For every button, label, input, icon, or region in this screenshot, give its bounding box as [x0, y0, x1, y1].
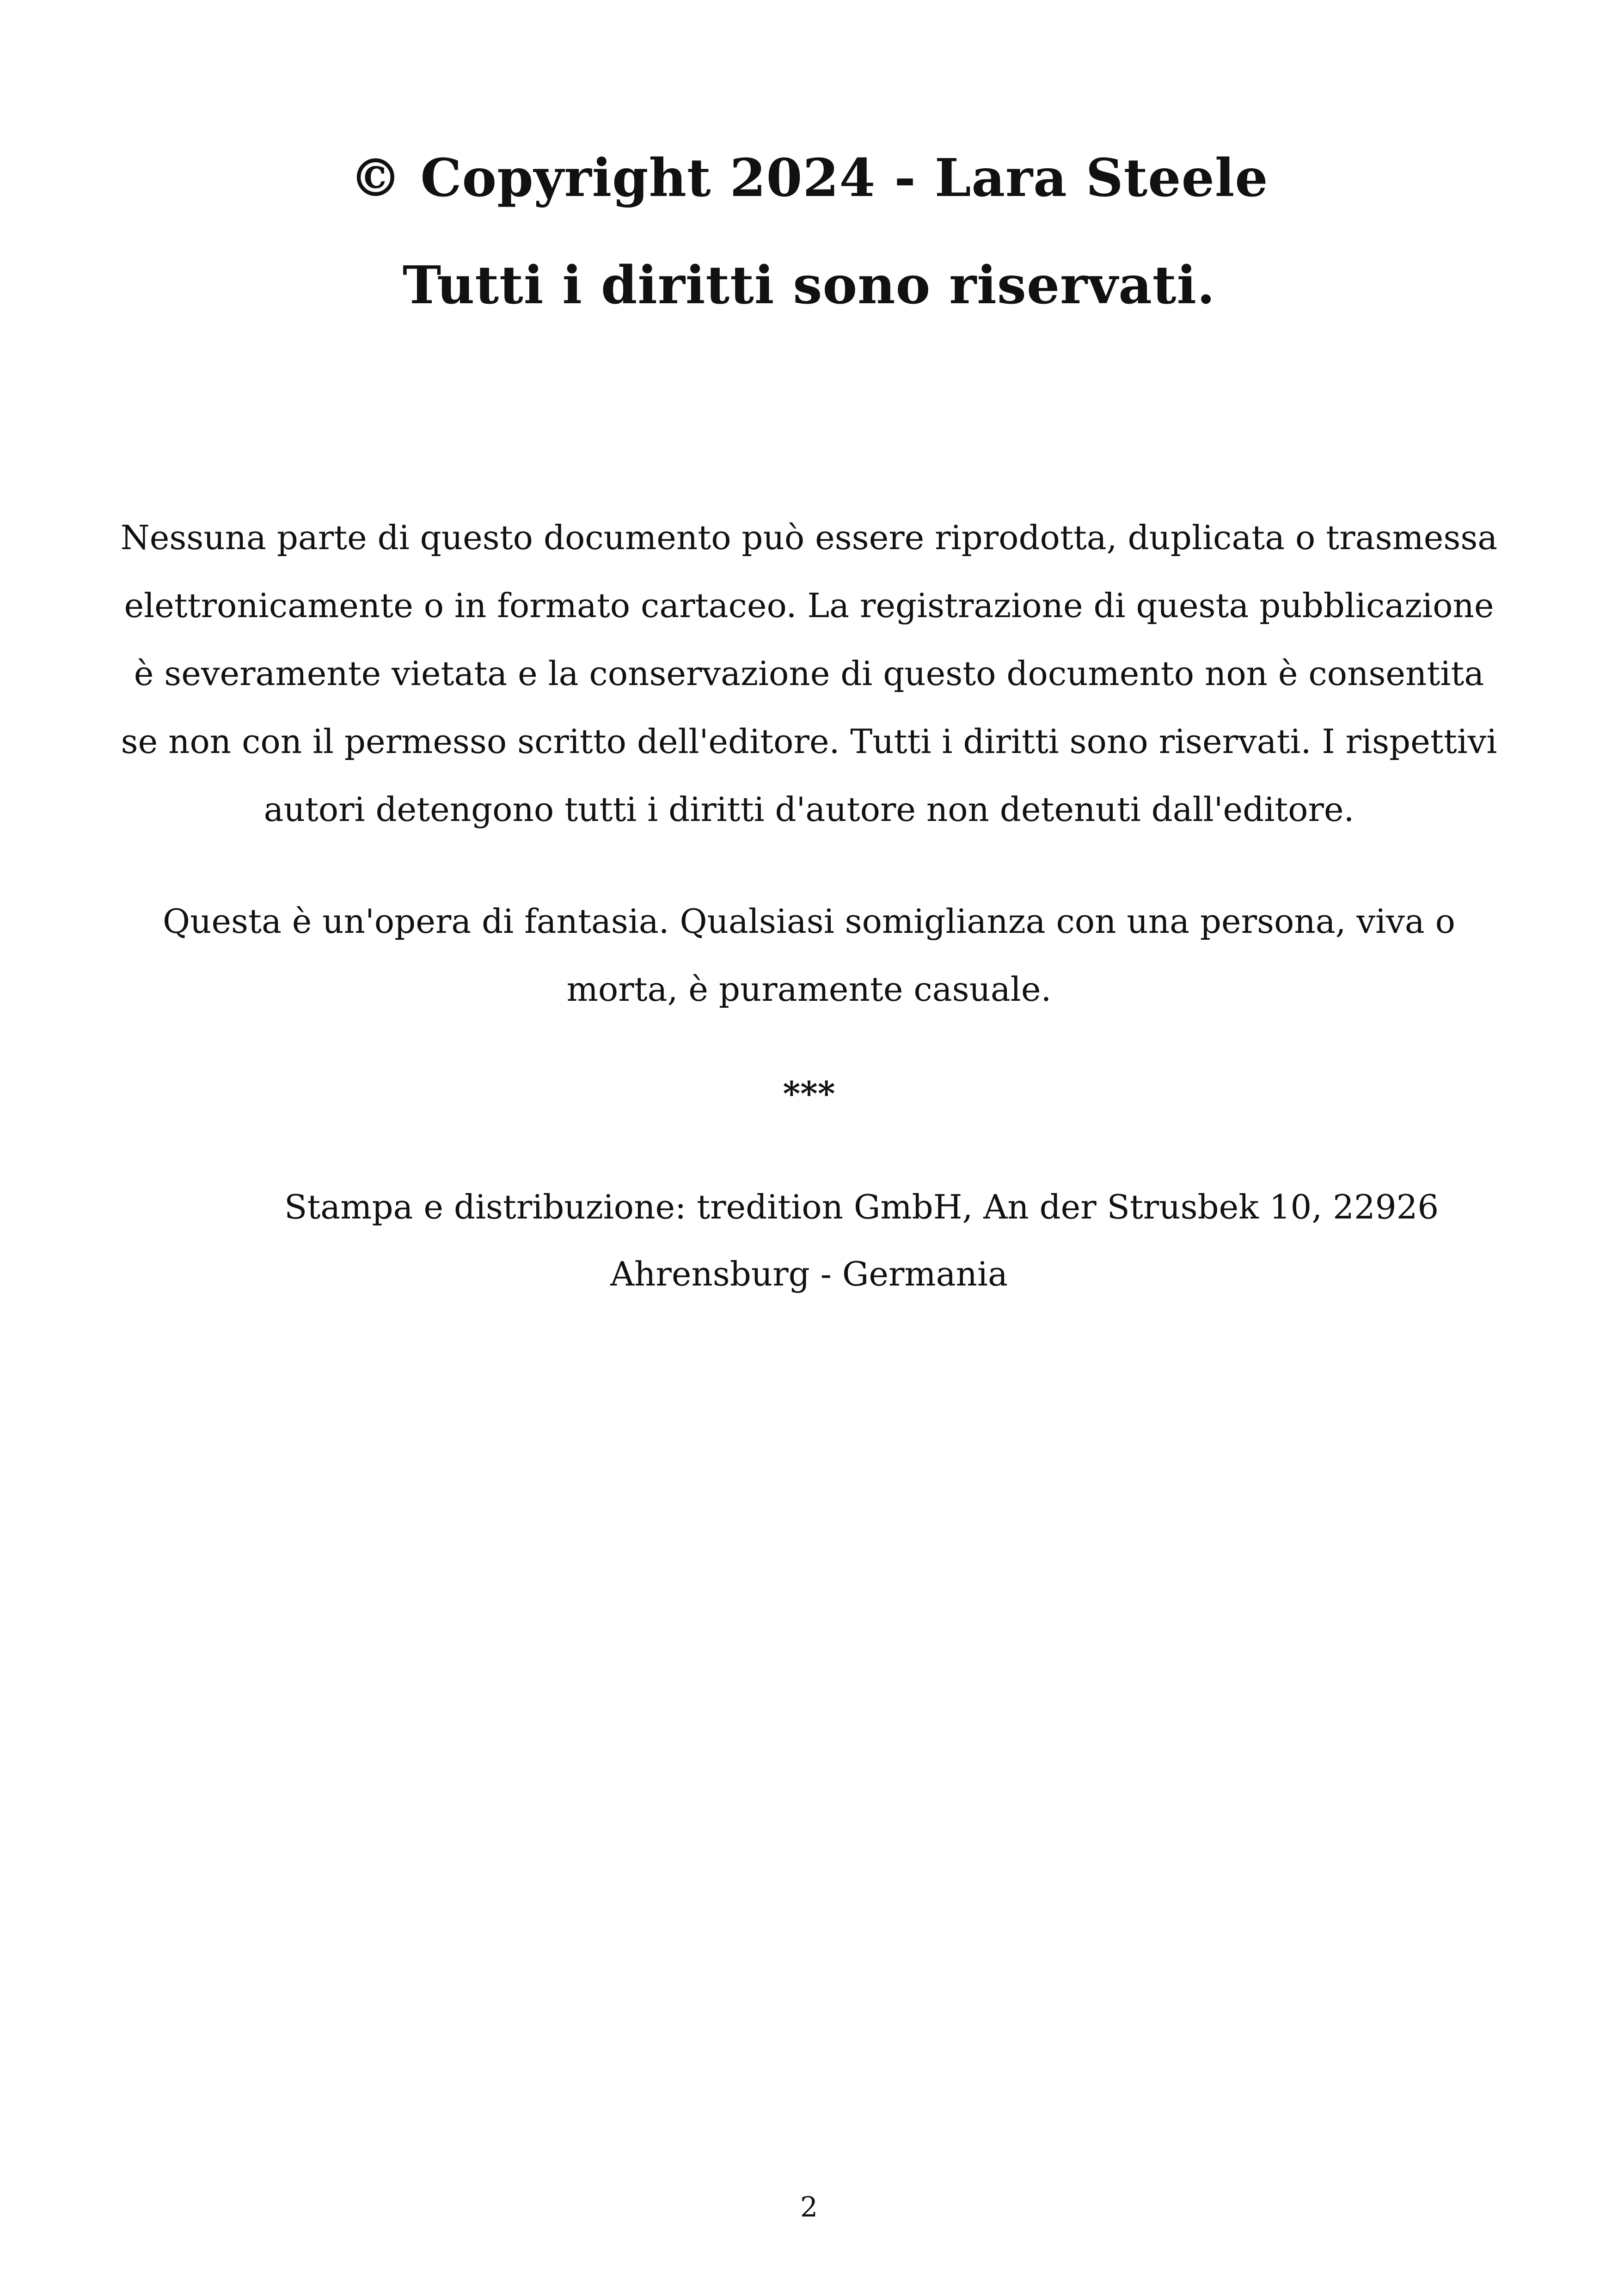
copyright-notice-paragraph [0, 504, 1618, 844]
rights-reserved-heading: Tutti i diritti sono riservati. [402, 255, 1216, 316]
copyright-heading: © Copyright 2024 - Lara Steele [349, 148, 1269, 208]
disclaimer-line: Questa è un'opera di fantasia. Qualsiasi somiglianza con una persona, viva o [163, 902, 1455, 941]
imprint-line: Stampa e distribuzione: tredition GmbH, An der Strusbek 10, 22926 [284, 1188, 1439, 1226]
imprint-line: Ahrensburg - Germania [610, 1255, 1008, 1293]
disclaimer-line: morta, è puramente casuale. [566, 970, 1052, 1009]
page-number: 2 [800, 2191, 818, 2223]
notice-line: è severamente vietata e la conservazione di questo documento non è consentita [134, 654, 1484, 693]
notice-line: Nessuna parte di questo documento può essere riprodotta, duplicata o trasmessa [120, 518, 1498, 557]
section-separator: *** [783, 1074, 835, 1113]
notice-line: se non con il permesso scritto dell'editore. Tutti i diritti sono riservati. I rispettivi [121, 722, 1497, 761]
notice-line: autori detengono tutti i diritti d'autore non detenuti dall'editore. [264, 790, 1354, 829]
fiction-disclaimer-paragraph [0, 888, 1618, 1023]
notice-line: elettronicamente o in formato cartaceo. La registrazione di questa pubblicazione [124, 586, 1494, 625]
